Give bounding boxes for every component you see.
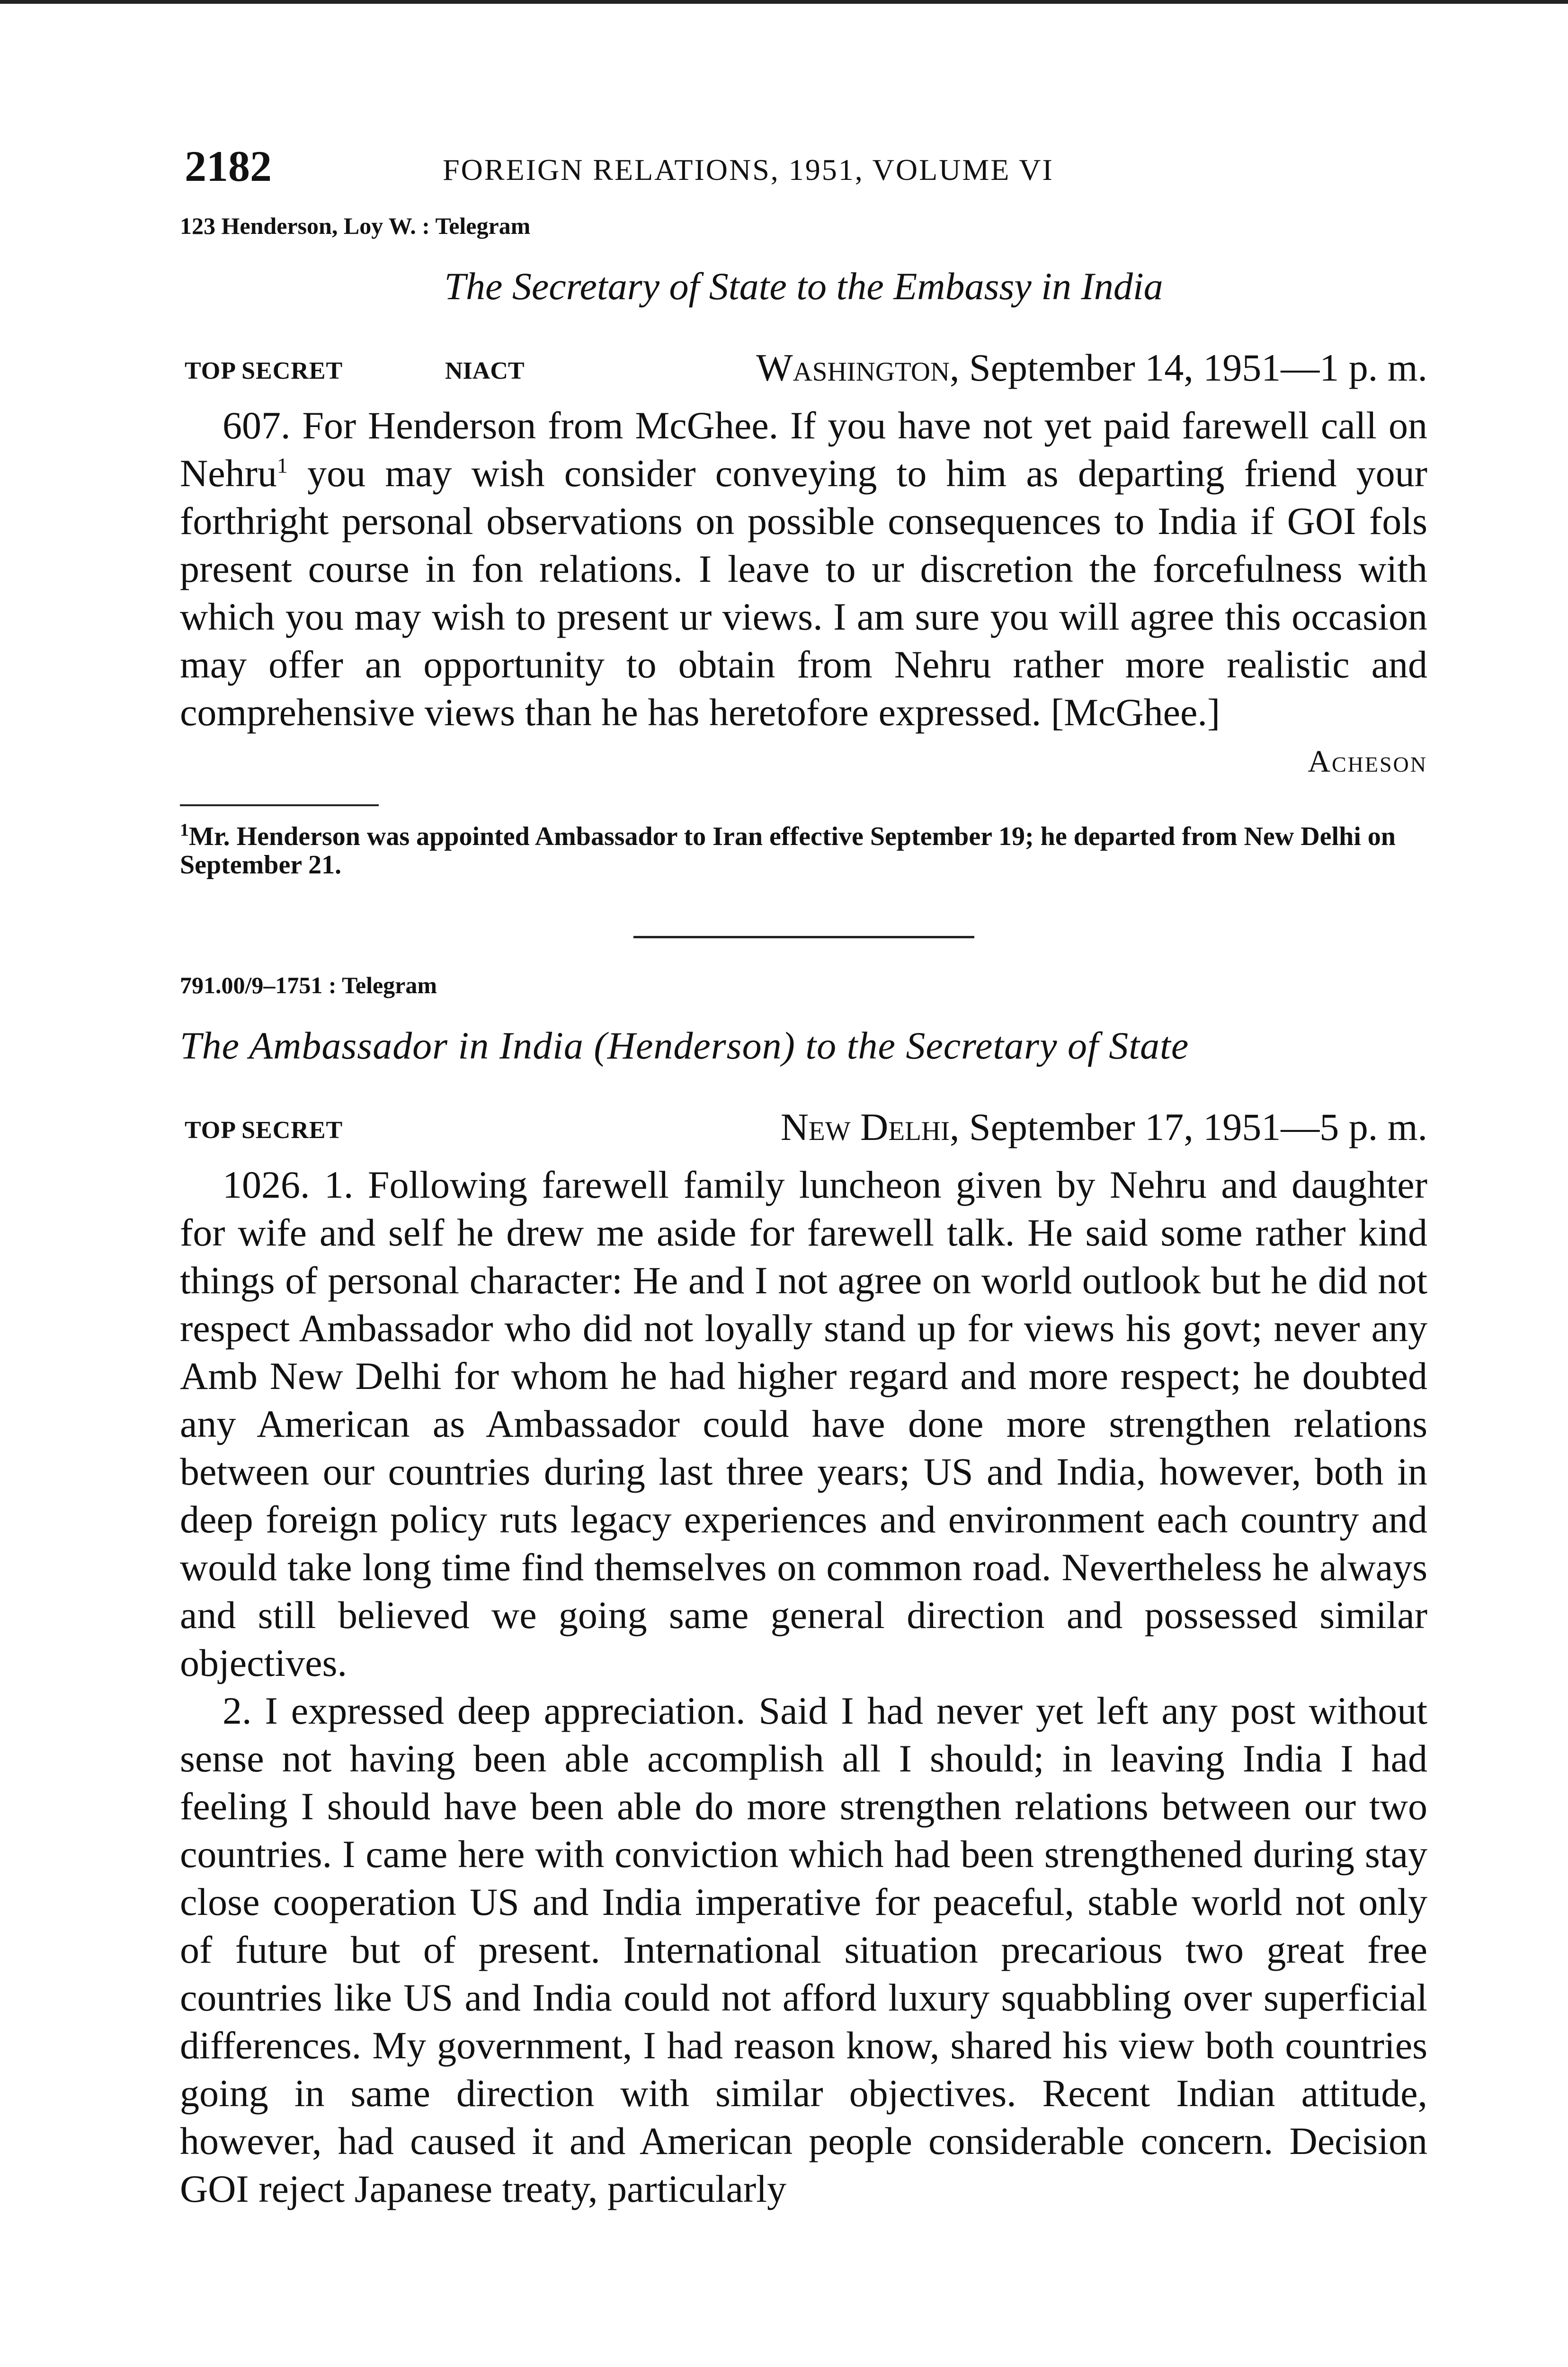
doc2-paragraph-1: 1026. 1. Following farewell family luncheon given by Nehru and daughter for wife and self he drew me aside for farewell talk. He said some rather kind things of personal character: He and I not agree on world outlook but he did not respect Ambassador who did not loyally stand up for views his govt; never any Amb New Delhi for whom he had higher regard and more respect; he doubted any American as Ambassador could have done more strengthen relations between our countries during last three years; US and India, however, both in deep foreign policy ruts legacy experiences and environment each country and would take long time find themselves on common road. Nevertheless he always and still believed we going same general direction and possessed similar objectives. [180, 1163, 1427, 1684]
doc1-footnote [180, 822, 1427, 879]
running-title: FOREIGN RELATIONS, 1951, VOLUME VI [443, 153, 1054, 187]
page-top-edge [0, 0, 1568, 4]
footnote-marker: 1 [180, 820, 189, 840]
document-separator [633, 936, 974, 938]
doc1-classification: TOP SECRET [185, 357, 343, 384]
doc2-place: New Delhi [780, 1105, 950, 1148]
doc2-classification: TOP SECRET [185, 1117, 343, 1144]
page-number: 2182 [185, 142, 272, 190]
doc2-dateline [180, 1099, 1427, 1161]
doc2-title: The Ambassador in India (Henderson) to the Secretary of State [180, 1024, 1189, 1067]
doc1-para-part-b: you may wish consider conveying to him as departing friend your forthright personal observations on possible consequences to India if GOI fols present course in fon relations. I leave to ur discretion the forcefulness with which you may wish to present ur views. I am sure you will agree this occasion may offer an opportunity to obtain from Nehru rather more realistic and comprehensive views than he has heretofore expressed. [McGhee.] [180, 452, 1427, 734]
doc1-date: , September 14, 1951—1 p. m. [950, 346, 1427, 389]
doc1-signature-name: Acheson [1308, 744, 1427, 779]
doc1-file-reference: 123 Henderson, Loy W. : Telegram [180, 213, 531, 239]
running-header [180, 128, 1427, 204]
doc2-place-date [781, 1105, 1427, 1149]
doc1-dateline [180, 340, 1427, 401]
doc1-paragraph [180, 401, 1427, 736]
footnote-rule [180, 804, 379, 806]
doc2-date: , September 17, 1951—5 p. m. [950, 1105, 1427, 1148]
doc1-signature [180, 744, 1427, 791]
document-page [180, 128, 1427, 2213]
doc2-body [180, 1161, 1427, 2213]
doc1-footnote-ref: 1 [276, 453, 288, 478]
doc1-body [180, 401, 1427, 736]
doc1-place: Washington [756, 346, 950, 389]
doc2-paragraph-2: 2. I expressed deep appreciation. Said I had never yet left any post without sense not having been able accomplish all I should; in leaving India I had feeling I should have been able do more strengthen relations between our two countries. I came here with conviction which had been strengthened during stay close cooperation US and India imperative for peaceful, stable world not only of future but of present. International situation precarious two great free countries like US and India could not afford luxury squabbling over superficial differences. My government, I had reason know, shared his view both countries going in same direction with similar objectives. Recent Indian attitude, however, had caused it and American people considerable concern. Decision GOI reject Japanese treaty, particularly [180, 1689, 1427, 2210]
doc1-title: The Secretary of State to the Embassy in India [444, 265, 1163, 308]
doc2-file-reference: 791.00/9–1751 : Telegram [180, 972, 437, 998]
footnote-text: Mr. Henderson was appointed Ambassador to Iran effective September 19; he departed from New Delhi on September 21. [180, 822, 1396, 880]
doc1-para-part-a: 607. For Henderson from McGhee. If you have not yet paid farewell call on Nehru [180, 404, 1427, 495]
doc1-precedence: NIACT [445, 357, 525, 384]
doc1-place-date [756, 346, 1427, 390]
